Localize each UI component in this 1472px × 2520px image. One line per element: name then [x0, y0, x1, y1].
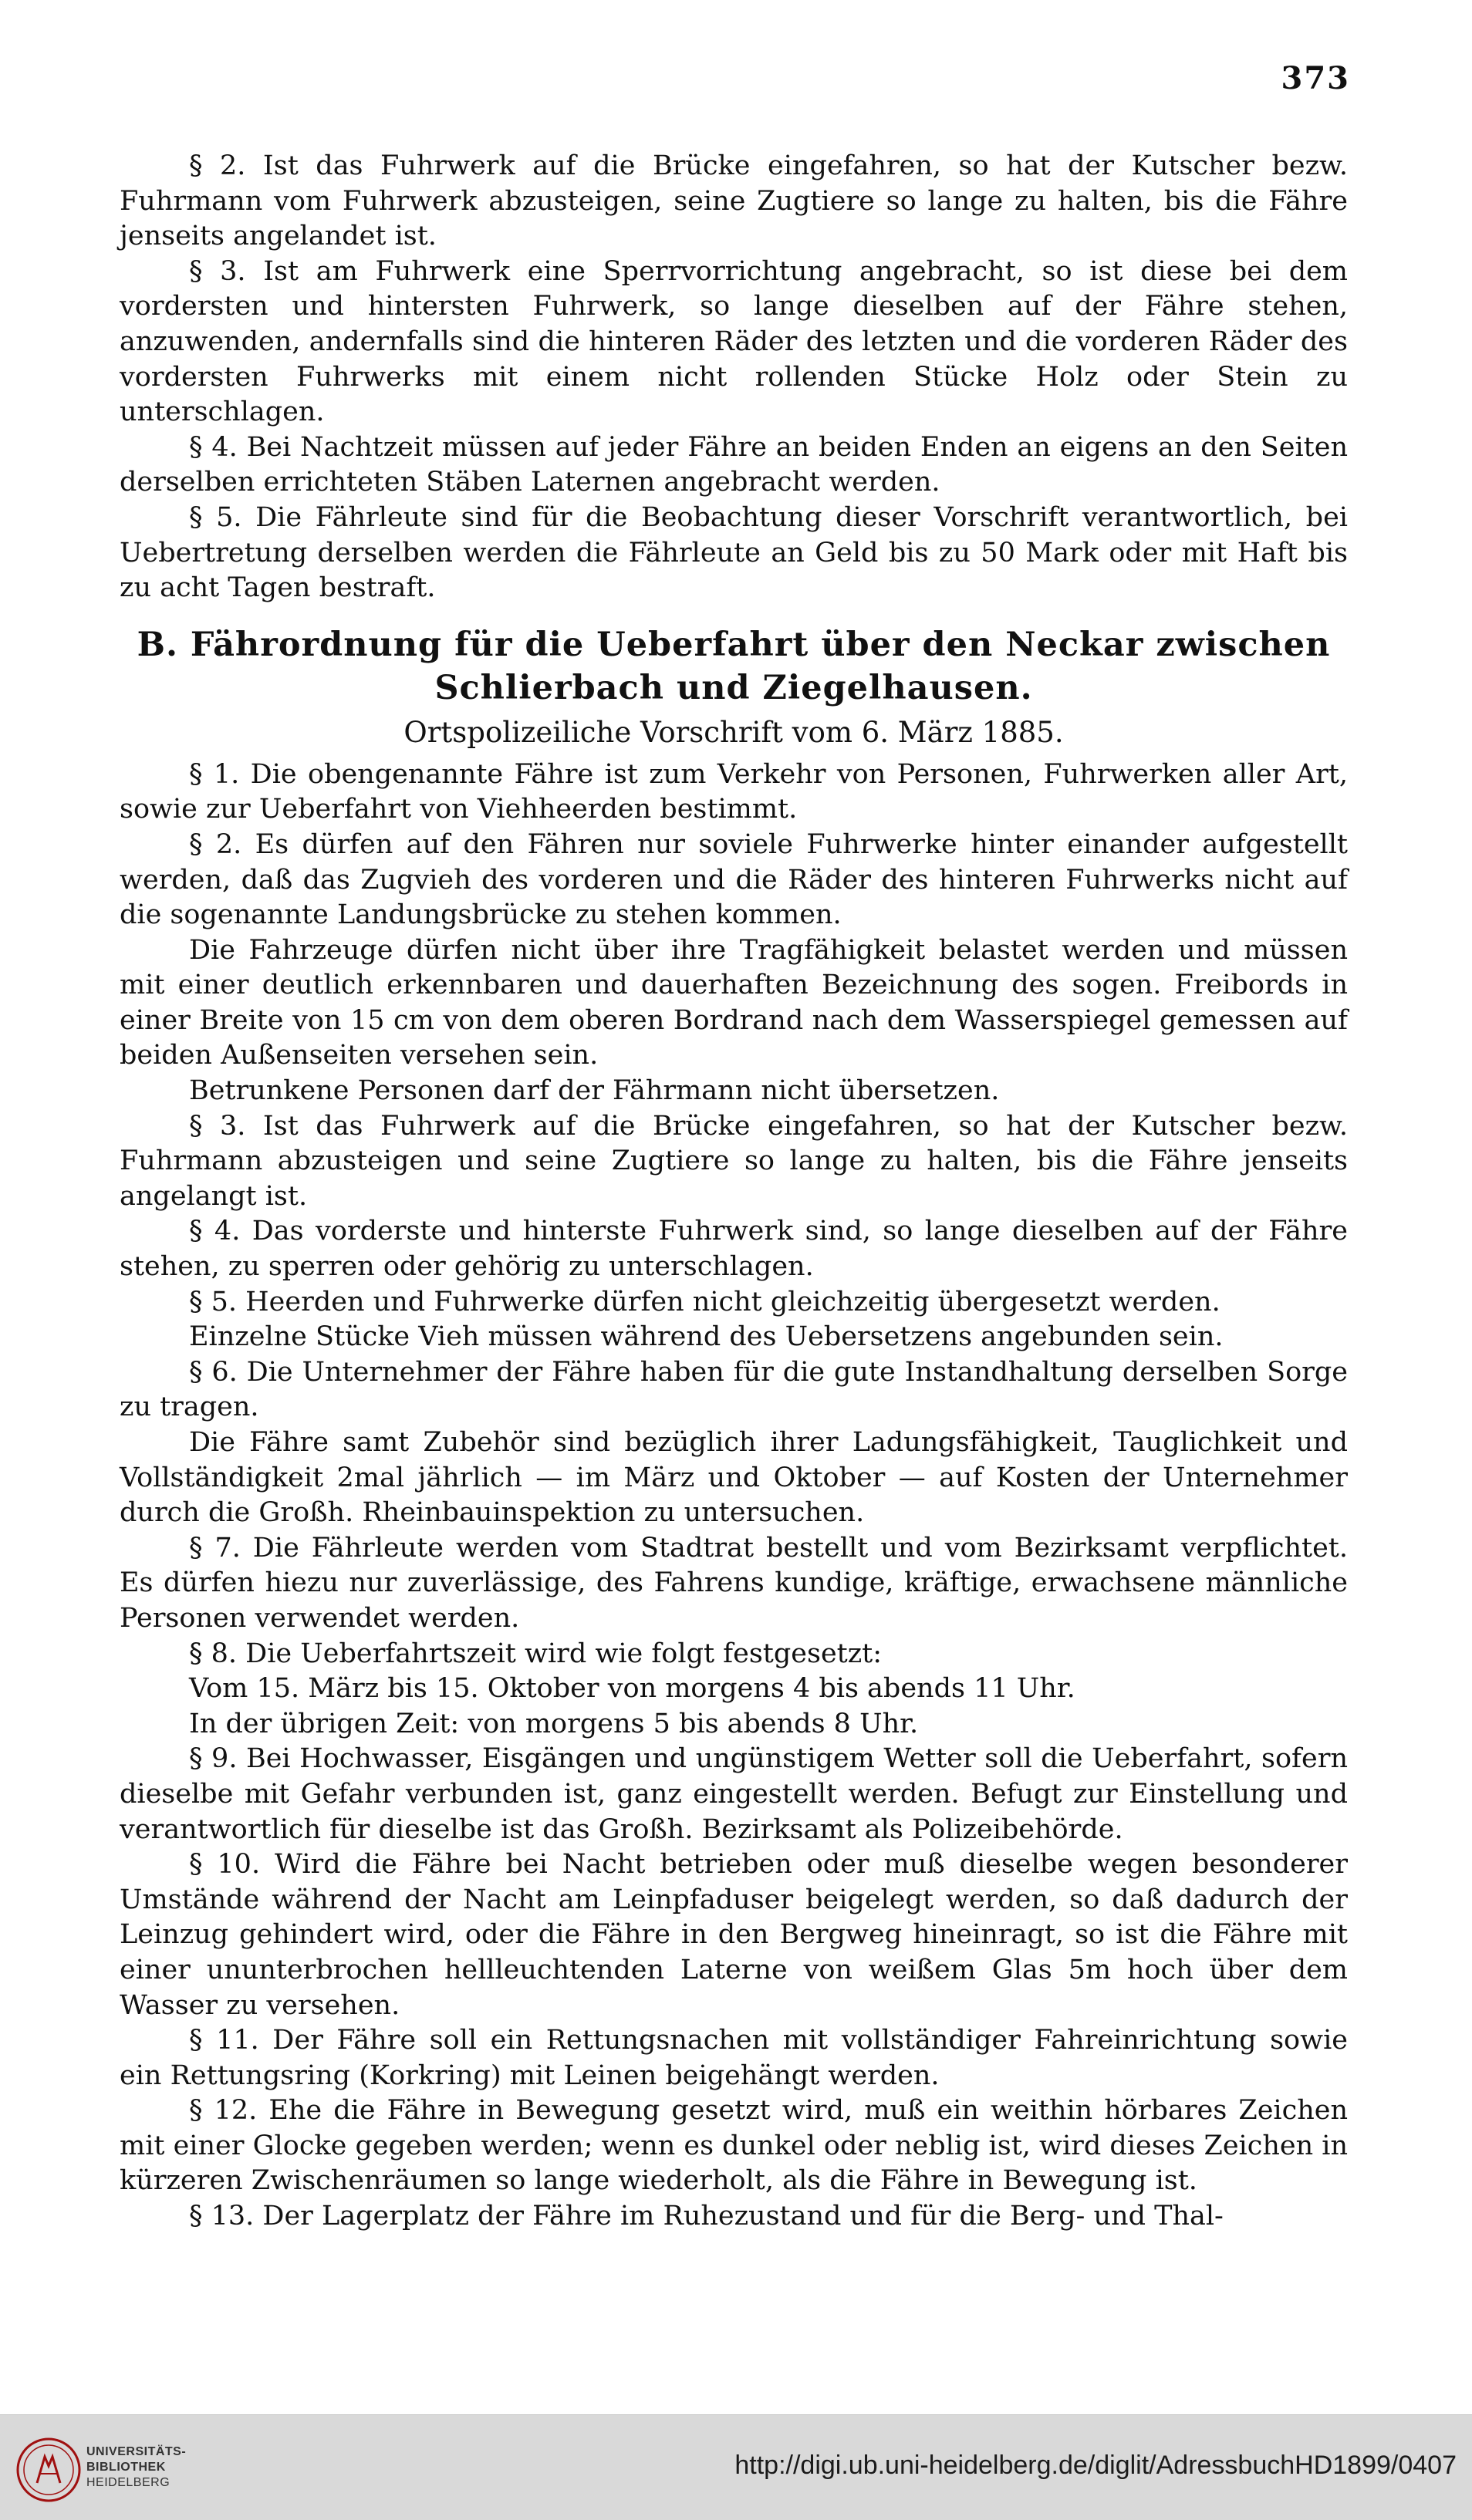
- paragraph: § 10. Wird die Fähre bei Nacht betrieben oder muß dieselbe wegen besonderer Umstände während der Nacht am Leinpfaduser beigelegt werden, so daß dadurch der Leinzug gehindert wird, oder die Fähre in den Bergweg hineinragt, so ist die Fähre mit einer ununterbrochen hellleuchtenden Laterne von weißem Glas 5m hoch über dem Wasser zu versehen.: [120, 1849, 1348, 2021]
- paragraph: Die Fähre samt Zubehör sind bezüglich ihrer Ladungsfähigkeit, Tauglichkeit und Vollständigkeit 2mal jährlich — im März und Oktober — auf Kosten der Unternehmer durch die Großh. Rheinbauinspektion zu untersuchen.: [120, 1427, 1348, 1529]
- library-name-line2: BIBLIOTHEK: [86, 2461, 166, 2474]
- paragraph-group-b: [120, 757, 1348, 2235]
- paragraph: § 1. Die obengenannte Fähre ist zum Verkehr von Personen, Fuhrwerken aller Art, sowie zur Ueberfahrt von Viehheerden bestimmt.: [120, 758, 1348, 825]
- paragraph-group-a: [120, 149, 1348, 606]
- library-name-line3: HEIDELBERG: [86, 2476, 170, 2489]
- university-seal-icon: [14, 2435, 83, 2505]
- library-name: [86, 2444, 186, 2491]
- paragraph: § 3. Ist am Fuhrwerk eine Sperrvorrichtung angebracht, so ist diese bei dem vordersten und hintersten Fuhrwerk, so lange dieselben auf der Fähre stehen, anzuwenden, andernfalls sind die hinteren Räder des letzten und die vorderen Räder des vordersten Fuhrwerks mit einem nicht rollenden Stücke Holz oder Stein zu unterschlagen.: [120, 255, 1348, 428]
- paragraph: § 4. Das vorderste und hinterste Fuhrwerk sind, so lange dieselben auf der Fähre stehen, zu sperren oder gehörig zu unterschlagen.: [120, 1216, 1348, 1283]
- paragraph: Vom 15. März bis 15. Oktober von morgens 4 bis abends 11 Uhr.: [189, 1673, 1075, 1705]
- paragraph: § 7. Die Fährleute werden vom Stadtrat bestellt und vom Bezirksamt verpflichtet. Es dürfen hiezu nur zuverlässige, des Fahrens kundige, kräftige, erwachsene männliche Personen verwendet werden.: [120, 1532, 1348, 1634]
- paragraph: § 9. Bei Hochwasser, Eisgängen und ungünstigem Wetter soll die Ueberfahrt, sofern dieselbe mit Gefahr verbunden ist, ganz eingestellt werden. Befugt zur Einstellung und verantwortlich für dieselbe ist das Großh. Bezirksamt als Polizeibehörde.: [120, 1743, 1348, 1845]
- paragraph: Die Fahrzeuge dürfen nicht über ihre Tragfähigkeit belastet werden und müssen mit einer deutlich erkennbaren und dauerhaften Bezeichnung des sogen. Freibords in einer Breite von 15 cm von dem oberen Bordrand nach dem Wasserspiegel gemessen auf beiden Außenseiten versehen sein.: [120, 934, 1348, 1071]
- footer-bar: [0, 2414, 1472, 2520]
- paragraph: § 5. Heerden und Fuhrwerke dürfen nicht gleichzeitig übergesetzt werden.: [189, 1286, 1220, 1317]
- library-name-line1: UNIVERSITÄTS-: [86, 2445, 187, 2458]
- paragraph: § 6. Die Unternehmer der Fähre haben für die gute Instandhaltung derselben Sorge zu tragen.: [120, 1356, 1348, 1423]
- page-number: 373: [1281, 60, 1350, 96]
- paragraph: § 4. Bei Nachtzeit müssen auf jeder Fähre an beiden Enden an eigens an den Seiten derselben errichteten Stäben Laternen angebracht werden.: [120, 431, 1348, 498]
- section-subtitle: Ortspolizeiliche Vorschrift vom 6. März 1885.: [403, 715, 1064, 749]
- paragraph: § 2. Ist das Fuhrwerk auf die Brücke eingefahren, so hat der Kutscher bezw. Fuhrmann vom Fuhrwerk abzusteigen, seine Zugtiere so lange zu halten, bis die Fähre jenseits angelandet ist.: [120, 150, 1348, 252]
- paragraph: In der übrigen Zeit: von morgens 5 bis abends 8 Uhr.: [189, 1708, 919, 1739]
- paragraph: Einzelne Stücke Vieh müssen während des Uebersetzens angebunden sein.: [189, 1321, 1224, 1353]
- paragraph: Betrunkene Personen darf der Fährmann nicht übersetzen.: [189, 1075, 1000, 1107]
- paragraph: § 5. Die Fährleute sind für die Beobachtung dieser Vorschrift verantwortlich, bei Uebertretung derselben werden die Fährleute an Geld bis zu 50 Mark oder mit Haft bis zu acht Tagen bestraft.: [120, 501, 1348, 604]
- paragraph: § 13. Der Lagerplatz der Fähre im Ruhezustand und für die Berg- und Thal-: [189, 2201, 1224, 2232]
- page-content: [120, 149, 1348, 2235]
- paragraph: § 3. Ist das Fuhrwerk auf die Brücke eingefahren, so hat der Kutscher bezw. Fuhrmann abzusteigen und seine Zugtiere so lange zu halten, bis die Fähre jenseits angelangt ist.: [120, 1110, 1348, 1212]
- section-heading: B. Fährordnung für die Ueberfahrt über den Neckar zwischen Schlierbach und Ziegelhausen.: [137, 625, 1331, 707]
- paragraph: § 2. Es dürfen auf den Fähren nur soviele Fuhrwerke hinter einander aufgestellt werden, daß das Zugvieh des vorderen und die Räder des hinteren Fuhrwerks nicht auf die sogenannte Landungsbrücke zu stehen kommen.: [120, 828, 1348, 931]
- paragraph: § 11. Der Fähre soll ein Rettungsnachen mit vollständiger Fahreinrichtung sowie ein Rettungsring (Korkring) mit Leinen beigehängt werden.: [120, 2025, 1348, 2091]
- paragraph: § 8. Die Ueberfahrtszeit wird wie folgt festgesetzt:: [189, 1638, 883, 1669]
- source-url-link[interactable]: http://digi.ub.uni-heidelberg.de/diglit/AdressbuchHD1899/0407: [734, 2451, 1457, 2480]
- paragraph: § 12. Ehe die Fähre in Bewegung gesetzt wird, muß ein weithin hörbares Zeichen mit einer Glocke gegeben werden; wenn es dunkel oder neblig ist, wird dieses Zeichen in kürzeren Zwischenräumen so lange wiederholt, als die Fähre in Bewegung ist.: [120, 2095, 1348, 2197]
